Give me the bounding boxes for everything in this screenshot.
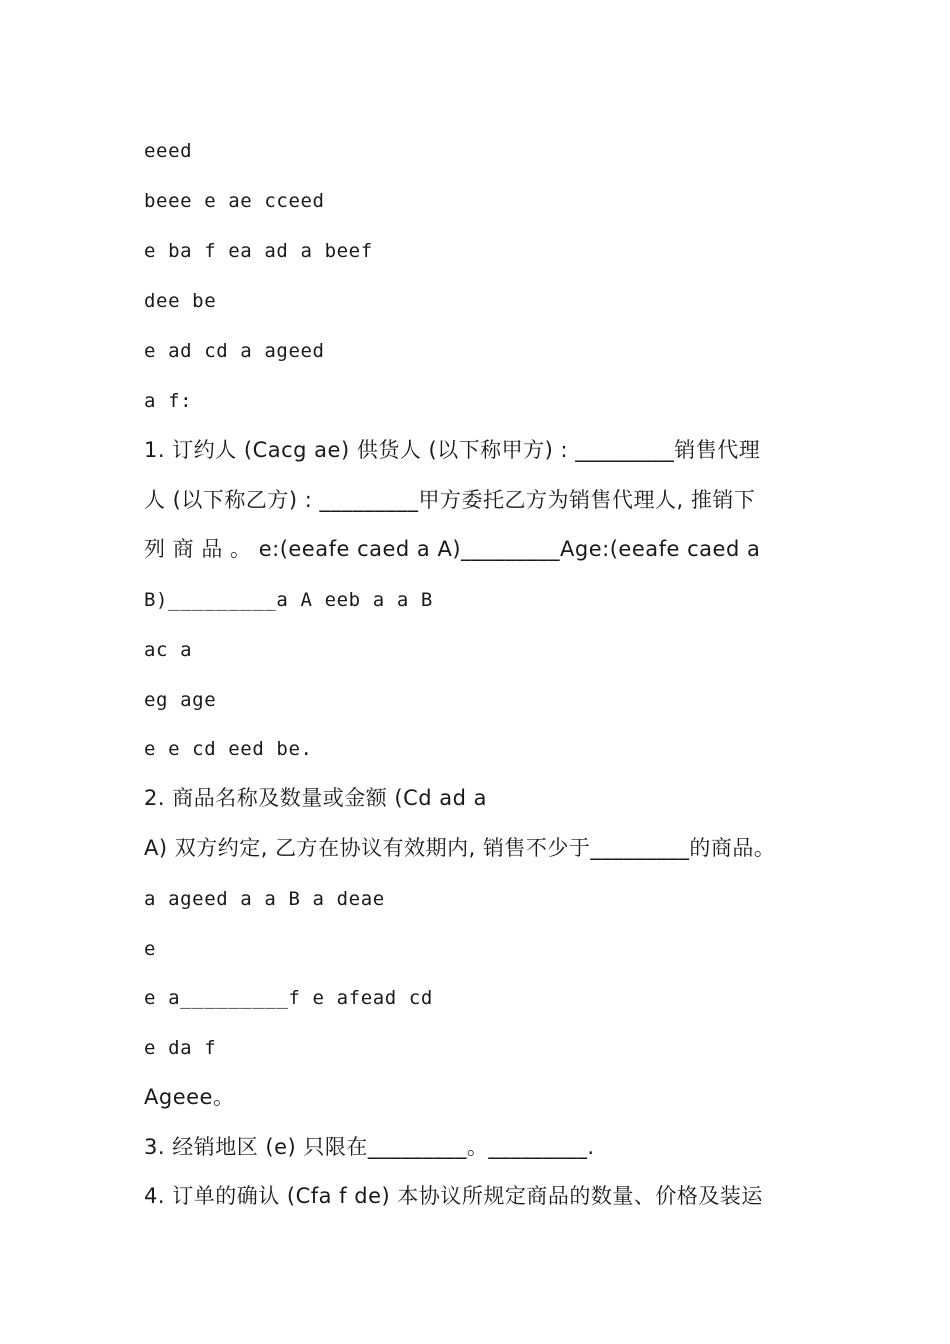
text-line: e ad cd a ageed xyxy=(144,340,325,362)
clause-2-heading: 2. 商品名称及数量或金额 (Cd ad a xyxy=(144,786,487,810)
clause-1-line: 人 (以下称乙方) : _________甲方委托乙方为销售代理人, 推销下 xyxy=(144,488,756,512)
text-line: a ageed a a B a deae xyxy=(144,888,385,910)
text-line: a f: xyxy=(144,390,193,412)
text-line: e ba f ea ad a beef xyxy=(144,240,373,262)
clause-1-line: 1. 订约人 (Cacg ae) 供货人 (以下称甲方) : _________销售代理 xyxy=(144,438,761,462)
text-line: e xyxy=(144,938,157,960)
text-line: Ageee。 xyxy=(144,1085,235,1109)
clause-2-line: A) 双方约定, 乙方在协议有效期内, 销售不少于_________的商品。 xyxy=(144,836,776,860)
text-line: e a_________f e afead cd xyxy=(144,987,433,1009)
text-line: dee be xyxy=(144,290,217,312)
text-line: eeed xyxy=(144,140,193,162)
clause-4-line: 4. 订单的确认 (Cfa f de) 本协议所规定商品的数量、价格及装运 xyxy=(144,1184,763,1208)
clause-1-line: 列 商 品 。 e:(eeafe caed a A)_________Age:(eeafe caed a xyxy=(144,537,761,561)
clause-3-line: 3. 经销地区 (e) 只限在_________。_________. xyxy=(144,1135,595,1159)
text-line: e da f xyxy=(144,1037,217,1059)
text-line: beee e ae cceed xyxy=(144,190,325,212)
text-line: e e cd eed be. xyxy=(144,738,313,760)
text-line: ac a xyxy=(144,639,193,661)
text-line: eg age xyxy=(144,689,217,711)
text-line: B)_________a A eeb a a B xyxy=(144,589,433,611)
